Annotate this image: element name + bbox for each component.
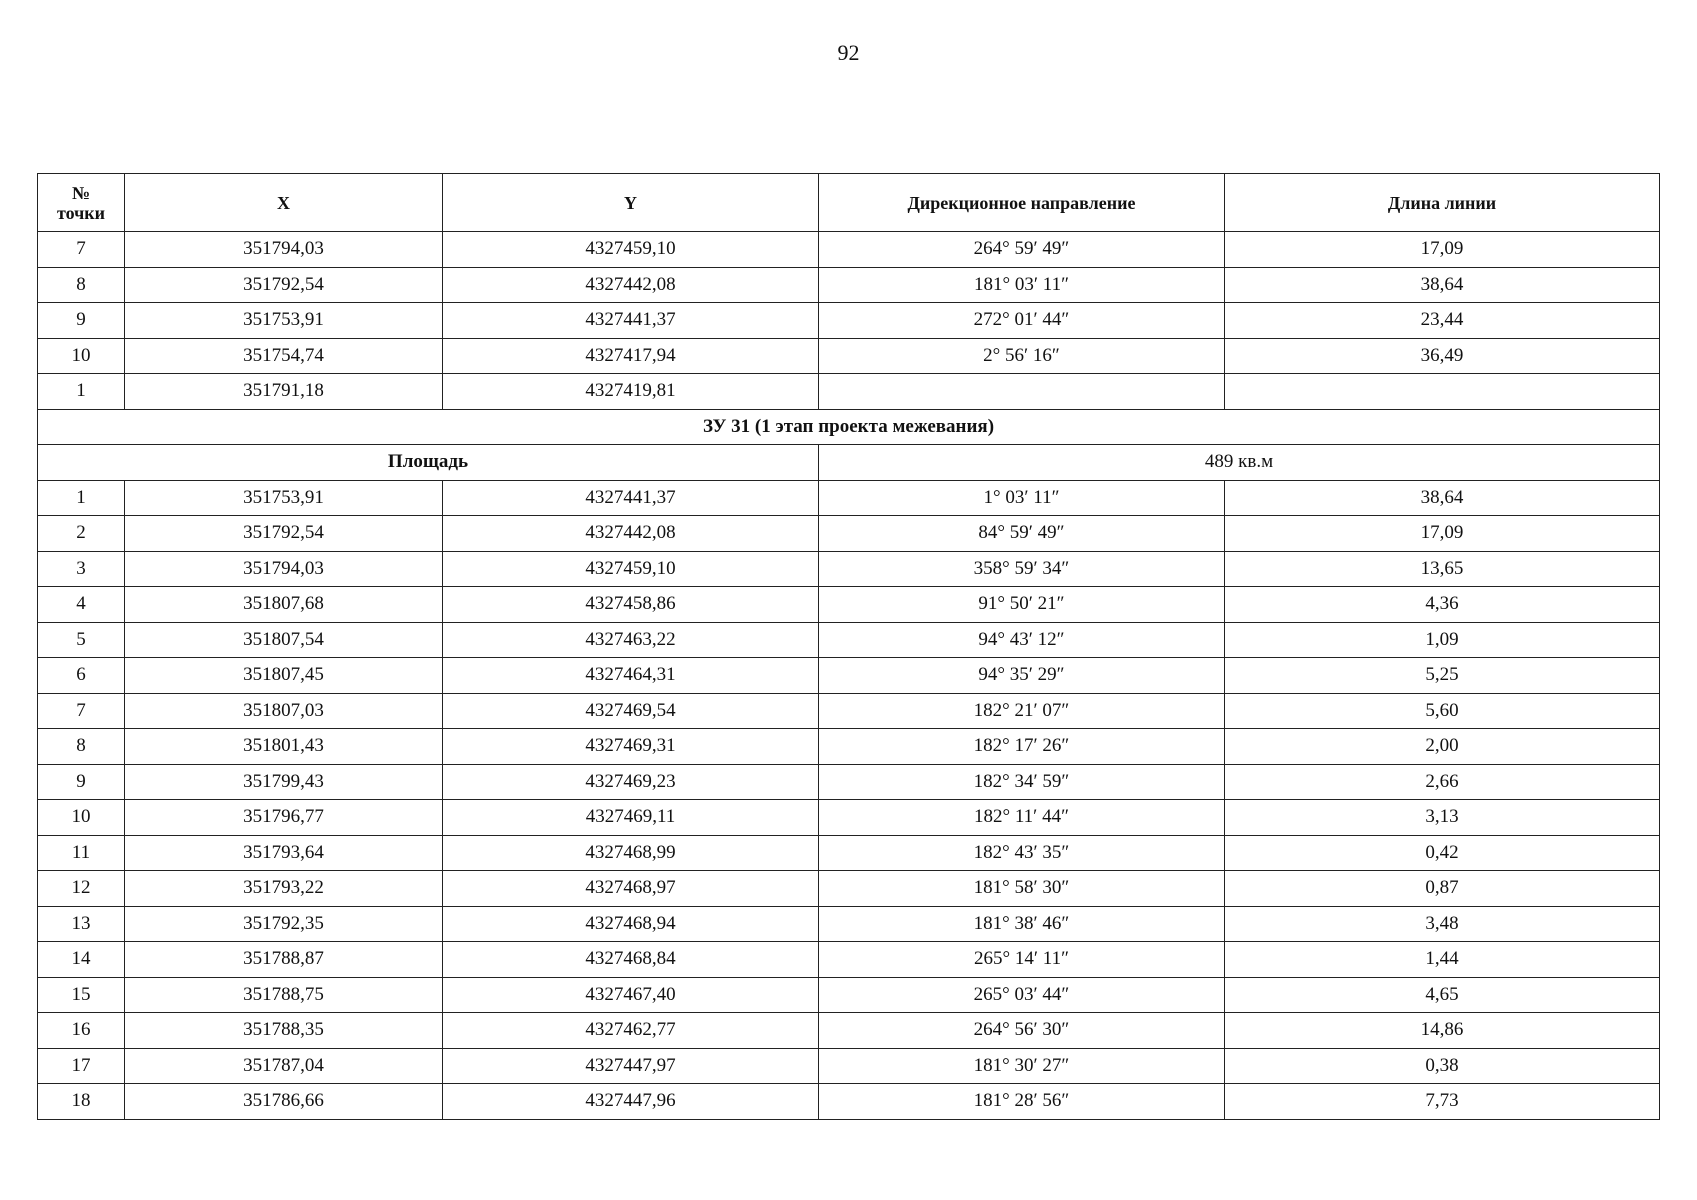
cell-length: 3,13 [1225, 800, 1660, 836]
cell-length: 5,25 [1225, 658, 1660, 694]
cell-point-number: 8 [38, 267, 125, 303]
cell-x: 351792,35 [125, 906, 443, 942]
cell-point-number: 18 [38, 1084, 125, 1120]
cell-x: 351796,77 [125, 800, 443, 836]
cell-y: 4327441,37 [443, 303, 819, 339]
table-row [38, 906, 1660, 942]
cell-point-number: 1 [38, 374, 125, 410]
cell-x: 351792,54 [125, 516, 443, 552]
cell-length: 23,44 [1225, 303, 1660, 339]
cell-direction: 94° 35′ 29″ [819, 658, 1225, 694]
cell-x: 351793,22 [125, 871, 443, 907]
cell-length: 17,09 [1225, 232, 1660, 268]
cell-y: 4327419,81 [443, 374, 819, 410]
cell-length: 17,09 [1225, 516, 1660, 552]
area-label: Площадь [38, 445, 819, 481]
cell-point-number: 15 [38, 977, 125, 1013]
cell-point-number: 11 [38, 835, 125, 871]
cell-direction: 264° 59′ 49″ [819, 232, 1225, 268]
cell-point-number: 10 [38, 338, 125, 374]
coordinates-table [37, 173, 1660, 1120]
cell-direction: 182° 17′ 26″ [819, 729, 1225, 765]
cell-length: 0,87 [1225, 871, 1660, 907]
cell-length: 1,09 [1225, 622, 1660, 658]
cell-direction: 84° 59′ 49″ [819, 516, 1225, 552]
cell-length: 4,65 [1225, 977, 1660, 1013]
section-title: ЗУ 31 (1 этап проекта межевания) [38, 409, 1660, 445]
cell-x: 351801,43 [125, 729, 443, 765]
cell-x: 351799,43 [125, 764, 443, 800]
cell-direction: 182° 34′ 59″ [819, 764, 1225, 800]
cell-y: 4327441,37 [443, 480, 819, 516]
cell-length: 0,38 [1225, 1048, 1660, 1084]
cell-direction: 181° 03′ 11″ [819, 267, 1225, 303]
cell-y: 4327469,54 [443, 693, 819, 729]
cell-length: 13,65 [1225, 551, 1660, 587]
cell-length: 14,86 [1225, 1013, 1660, 1049]
cell-x: 351807,45 [125, 658, 443, 694]
cell-direction: 181° 58′ 30″ [819, 871, 1225, 907]
table-row [38, 1013, 1660, 1049]
table-row [38, 374, 1660, 410]
cell-point-number: 16 [38, 1013, 125, 1049]
cell-x: 351793,64 [125, 835, 443, 871]
cell-length: 1,44 [1225, 942, 1660, 978]
cell-y: 4327462,77 [443, 1013, 819, 1049]
cell-point-number: 13 [38, 906, 125, 942]
table-row [38, 303, 1660, 339]
table-row [38, 480, 1660, 516]
cell-point-number: 9 [38, 303, 125, 339]
cell-y: 4327447,96 [443, 1084, 819, 1120]
cell-direction: 182° 11′ 44″ [819, 800, 1225, 836]
cell-point-number: 8 [38, 729, 125, 765]
cell-point-number: 5 [38, 622, 125, 658]
cell-direction: 91° 50′ 21″ [819, 587, 1225, 623]
table-row [38, 835, 1660, 871]
cell-length: 2,00 [1225, 729, 1660, 765]
cell-direction: 181° 38′ 46″ [819, 906, 1225, 942]
cell-y: 4327447,97 [443, 1048, 819, 1084]
cell-x: 351788,35 [125, 1013, 443, 1049]
cell-point-number: 2 [38, 516, 125, 552]
cell-x: 351787,04 [125, 1048, 443, 1084]
cell-x: 351807,54 [125, 622, 443, 658]
cell-point-number: 9 [38, 764, 125, 800]
table-row [38, 232, 1660, 268]
table-row [38, 622, 1660, 658]
table-row [38, 729, 1660, 765]
cell-direction: 264° 56′ 30″ [819, 1013, 1225, 1049]
cell-point-number: 17 [38, 1048, 125, 1084]
cell-direction: 272° 01′ 44″ [819, 303, 1225, 339]
cell-length: 0,42 [1225, 835, 1660, 871]
header-length: Длина линии [1225, 174, 1660, 232]
table-row [38, 1084, 1660, 1120]
table-row [38, 800, 1660, 836]
cell-x: 351792,54 [125, 267, 443, 303]
cell-y: 4327468,97 [443, 871, 819, 907]
table-row [38, 587, 1660, 623]
cell-y: 4327442,08 [443, 516, 819, 552]
cell-length: 2,66 [1225, 764, 1660, 800]
cell-y: 4327469,11 [443, 800, 819, 836]
table-row [38, 516, 1660, 552]
cell-x: 351791,18 [125, 374, 443, 410]
table-row [38, 764, 1660, 800]
section-title-row [38, 409, 1660, 445]
cell-direction: 182° 21′ 07″ [819, 693, 1225, 729]
cell-direction: 181° 28′ 56″ [819, 1084, 1225, 1120]
cell-y: 4327468,94 [443, 906, 819, 942]
cell-y: 4327459,10 [443, 551, 819, 587]
cell-direction: 265° 03′ 44″ [819, 977, 1225, 1013]
cell-length: 38,64 [1225, 267, 1660, 303]
cell-direction: 265° 14′ 11″ [819, 942, 1225, 978]
cell-point-number: 14 [38, 942, 125, 978]
cell-x: 351754,74 [125, 338, 443, 374]
cell-x: 351753,91 [125, 480, 443, 516]
cell-point-number: 1 [38, 480, 125, 516]
header-point-number [38, 174, 125, 232]
cell-x: 351794,03 [125, 551, 443, 587]
cell-y: 4327464,31 [443, 658, 819, 694]
table-row [38, 267, 1660, 303]
cell-y: 4327463,22 [443, 622, 819, 658]
cell-y: 4327458,86 [443, 587, 819, 623]
cell-length: 5,60 [1225, 693, 1660, 729]
header-point-number-symbol: № [71, 182, 91, 203]
area-value: 489 кв.м [819, 445, 1660, 481]
cell-point-number: 4 [38, 587, 125, 623]
cell-x: 351807,03 [125, 693, 443, 729]
cell-length: 7,73 [1225, 1084, 1660, 1120]
cell-y: 4327469,23 [443, 764, 819, 800]
table-row [38, 658, 1660, 694]
cell-x: 351786,66 [125, 1084, 443, 1120]
table-row [38, 693, 1660, 729]
cell-length: 3,48 [1225, 906, 1660, 942]
cell-point-number: 10 [38, 800, 125, 836]
cell-y: 4327467,40 [443, 977, 819, 1013]
table-row [38, 871, 1660, 907]
header-x: X [125, 174, 443, 232]
table-row [38, 977, 1660, 1013]
cell-point-number: 7 [38, 693, 125, 729]
rows-after-section [38, 480, 1660, 1119]
section-heading [38, 409, 1660, 480]
cell-length: 38,64 [1225, 480, 1660, 516]
cell-direction: 94° 43′ 12″ [819, 622, 1225, 658]
cell-x: 351788,75 [125, 977, 443, 1013]
rows-before-section [38, 232, 1660, 410]
cell-length [1225, 374, 1660, 410]
cell-direction: 2° 56′ 16″ [819, 338, 1225, 374]
cell-length: 36,49 [1225, 338, 1660, 374]
header-direction: Дирекционное направление [819, 174, 1225, 232]
cell-direction: 358° 59′ 34″ [819, 551, 1225, 587]
table-row [38, 1048, 1660, 1084]
area-row [38, 445, 1660, 481]
table-row [38, 942, 1660, 978]
cell-y: 4327469,31 [443, 729, 819, 765]
cell-y: 4327468,99 [443, 835, 819, 871]
cell-x: 351794,03 [125, 232, 443, 268]
cell-point-number: 3 [38, 551, 125, 587]
cell-point-number: 7 [38, 232, 125, 268]
cell-y: 4327459,10 [443, 232, 819, 268]
cell-direction: 182° 43′ 35″ [819, 835, 1225, 871]
table-row [38, 338, 1660, 374]
header-point-number-label: точки [56, 202, 106, 223]
cell-y: 4327417,94 [443, 338, 819, 374]
table-header-row [38, 174, 1660, 232]
table-row [38, 551, 1660, 587]
cell-length: 4,36 [1225, 587, 1660, 623]
page-number: 92 [837, 40, 860, 65]
cell-direction: 1° 03′ 11″ [819, 480, 1225, 516]
header-y: Y [443, 174, 819, 232]
cell-x: 351807,68 [125, 587, 443, 623]
cell-y: 4327468,84 [443, 942, 819, 978]
cell-y: 4327442,08 [443, 267, 819, 303]
cell-point-number: 12 [38, 871, 125, 907]
cell-x: 351753,91 [125, 303, 443, 339]
cell-direction [819, 374, 1225, 410]
cell-direction: 181° 30′ 27″ [819, 1048, 1225, 1084]
cell-point-number: 6 [38, 658, 125, 694]
cell-x: 351788,87 [125, 942, 443, 978]
